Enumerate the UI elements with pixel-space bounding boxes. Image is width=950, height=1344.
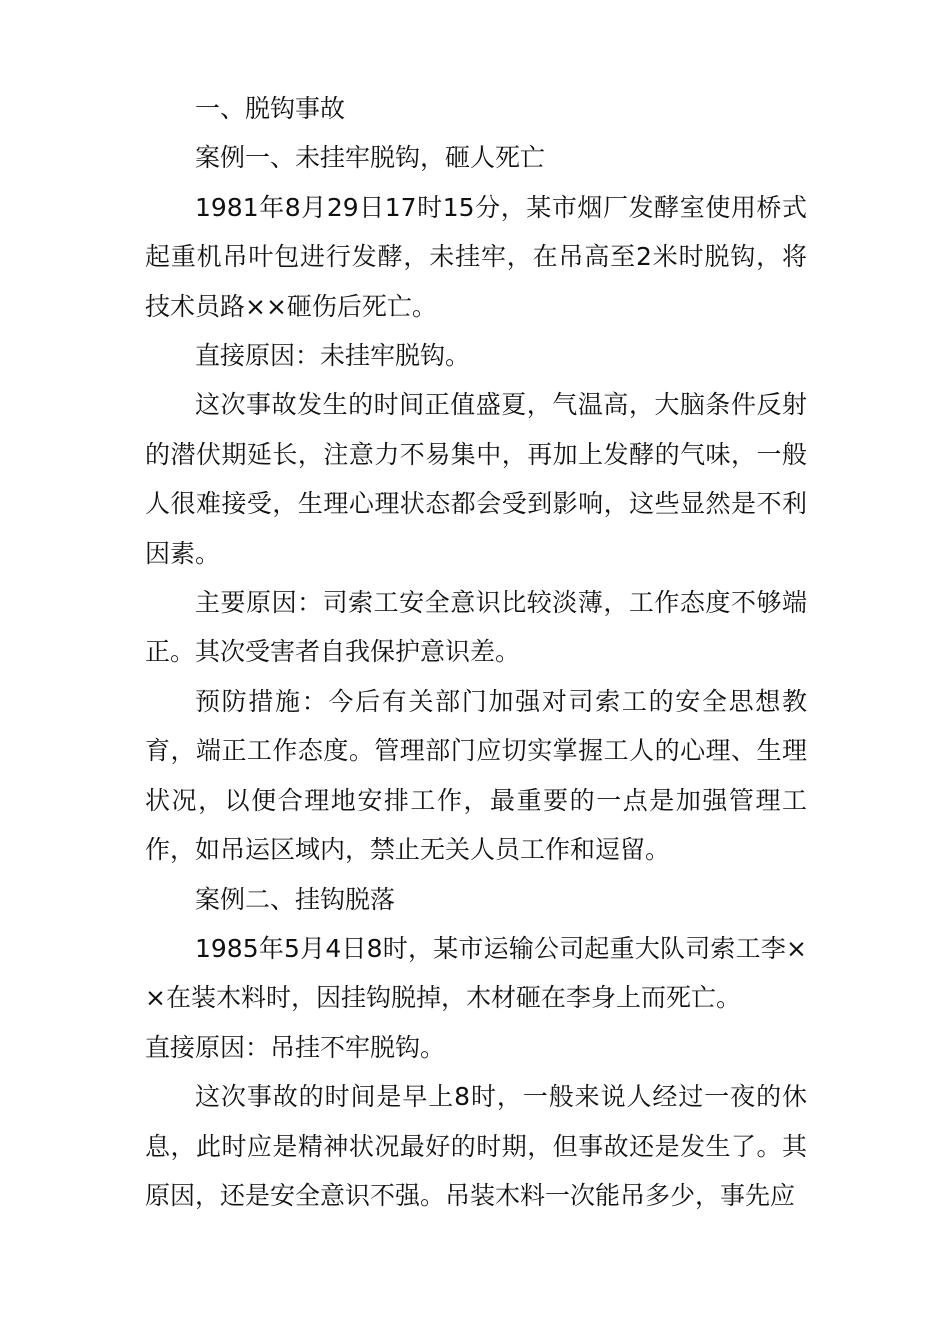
document-body — [145, 84, 807, 1220]
section-heading: 一、脱钩事故 — [195, 94, 346, 123]
case-one-direct-cause: 直接原因：未挂牢脱钩。 — [195, 341, 471, 371]
case-one-main-cause: 主要原因：司索工安全意识比较淡薄，工作态度不够端正。其次受害者自我保护意识差。 — [145, 588, 807, 667]
case-one-analysis: 这次事故发生的时间正值盛夏，气温高，大脑条件反射的潜伏期延长，注意力不易集中，再加上发酵的气味，一般人很难接受，生理心理状态都会受到影响，这些显然是不利因素。 — [145, 390, 807, 568]
case-one-title: 案例一、未挂牢脱钩，砸人死亡 — [195, 143, 546, 173]
case-two-title: 案例二、挂钩脱落 — [195, 884, 396, 914]
case-two-description: 1985年5月4日8时，某市运输公司起重大队司索工李××在装木料时，因挂钩脱掉，木材砸在李身上而死亡。 — [145, 933, 807, 1013]
case-one-prevention: 预防措施：今后有关部门加强对司索工的安全思想教育，端正工作态度。管理部门应切实掌握工人的心理、生理状况，以便合理地安排工作，最重要的一点是加强管理工作，如吊运区域内，禁止无关人员工作和逗留。 — [145, 686, 807, 865]
case-two-analysis: 这次事故的时间是早上8时，一般来说人经过一夜的休息，此时应是精神状况最好的时期，但事故还是发生了。其原因，还是安全意识不强。吊装木料一次能吊多少，事先应 — [145, 1082, 807, 1210]
case-one-description: 1981年8月29日17时15分，某市烟厂发酵室使用桥式起重机吊叶包进行发酵，未挂牢，在吊高至2米时脱钩，将技术员路××砸伤后死亡。 — [145, 192, 807, 321]
case-two-direct-cause: 直接原因：吊挂不牢脱钩。 — [145, 1032, 446, 1062]
